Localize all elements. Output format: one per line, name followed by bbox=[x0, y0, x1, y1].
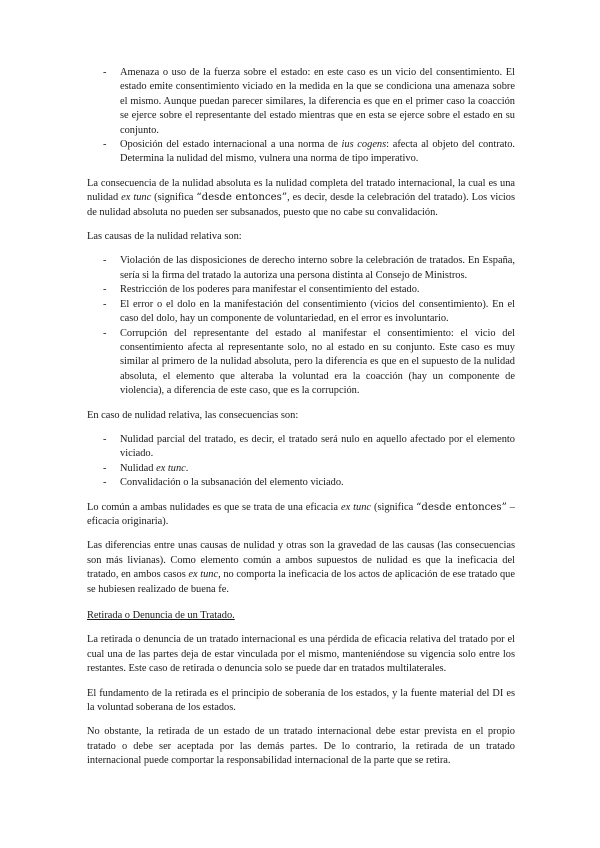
paragraph-withdrawal-conditions: No obstante, la retirada de un estado de un tratado internacional debe estar prevista en el propio tratado o debe ser aceptada por las demás partes. De lo contrario, la retirada de un tratado internacional puede comportar la responsabilidad internacional de la parte que se retira. bbox=[87, 726, 515, 767]
paragraph-common-efficacy: Lo común a ambas nulidades es que se trata de una eficacia ex tunc (significa “desde entonces” – eficacia originaria). bbox=[87, 501, 515, 527]
paragraph-relative-causes-intro: Las causas de la nulidad relativa son: bbox=[87, 231, 242, 243]
section-heading: Retirada o Denuncia de un Tratado. bbox=[87, 610, 235, 621]
relative-nullity-causes-list bbox=[87, 254, 515, 398]
paragraph-withdrawal-definition: La retirada o denuncia de un tratado internacional es una pérdida de eficacia relativa del tratado por el cual una de las partes deja de estar vinculada por el mismo, manteniéndose su vigencia solo entre los restantes. Este caso de retirada o denuncia solo se puede dar en tratados multilaterales. bbox=[87, 634, 515, 675]
paragraph-relative-consequences-intro: En caso de nulidad relativa, las consecuencias son: bbox=[87, 409, 299, 421]
paragraph-differences: Las diferencias entre unas causas de nulidad y otras son la gravedad de las causas (las consecuencias son más livianas). Como elemento común a ambos supuestos de nulidad es que la ineficacia del tratado, en ambos casos ex tunc, no comporta la ineficacia de los actos de aplicación de ese tratado que se hubiesen realizado de buena fe. bbox=[87, 540, 515, 595]
paragraph-withdrawal-foundation: El fundamento de la retirada es el principio de soberanía de los estados, y la fuente material del DI es la voluntad soberana de los estados. bbox=[87, 687, 515, 714]
list-item: - Oposición del estado internacional a una norma de ius cogens: afecta al objeto del contrato. Determina la nulidad del mismo, vulnera una norma de tipo imperativo. bbox=[87, 138, 515, 167]
list-item: - Corrupción del representante del estado al manifestar el consentimiento: el vicio del consentimiento afecta al representante solo, no al estado en su conjunto. Este caso es muy similar al primero de la nulidad absoluta, pero la diferencia es que en el supuesto de la nulidad absoluta, el elemento que alteraba la voluntad era la coacción (hay un componente de violencia), a diferencia de este caso, que es la corrupción. bbox=[87, 327, 515, 399]
list-item: - Nulidad ex tunc. bbox=[87, 462, 515, 476]
list-item: - Amenaza o uso de la fuerza sobre el estado: en este caso es un vicio del consentimiento. El estado emite consentimiento viciado en la medida en la que se condiciona una amenaza sobre el mismo. Aunque puedan parecer similares, la diferencia es que en el primer caso la coacción se ejerce sobre el representante del estado mientras que en esta se ejerce sobre el estado en su conjunto. bbox=[87, 66, 515, 138]
list-item: - Violación de las disposiciones de derecho interno sobre la celebración de tratados. En España, sería si la firma del tratado la autoriza una persona distinta al Consejo de Ministros. bbox=[87, 254, 515, 283]
document-body bbox=[87, 66, 515, 779]
list-item: - Convalidación o la subsanación del elemento viciado. bbox=[87, 476, 515, 490]
relative-nullity-consequences-list bbox=[87, 433, 515, 491]
list-item: - El error o el dolo en la manifestación del consentimiento (vicios del consentimiento). En el caso del dolo, hay un componente de voluntariedad, en el error es involuntario. bbox=[87, 298, 515, 327]
list-item: - Nulidad parcial del tratado, es decir, el tratado será nulo en aquello afectado por el elemento viciado. bbox=[87, 433, 515, 462]
list-item: - Restricción de los poderes para manifestar el consentimiento del estado. bbox=[87, 283, 515, 297]
paragraph-absolute-nullity-consequence: La consecuencia de la nulidad absoluta es la nulidad completa del tratado internacional, la cual es una nulidad ex tunc (significa “desde entonces”, es decir, desde la celebración del tratado). Los vicios de nulidad absoluta no pueden ser subsanados, puesto que no cabe su convalidación. bbox=[87, 177, 516, 218]
absolute-nullity-causes-list bbox=[87, 66, 515, 167]
